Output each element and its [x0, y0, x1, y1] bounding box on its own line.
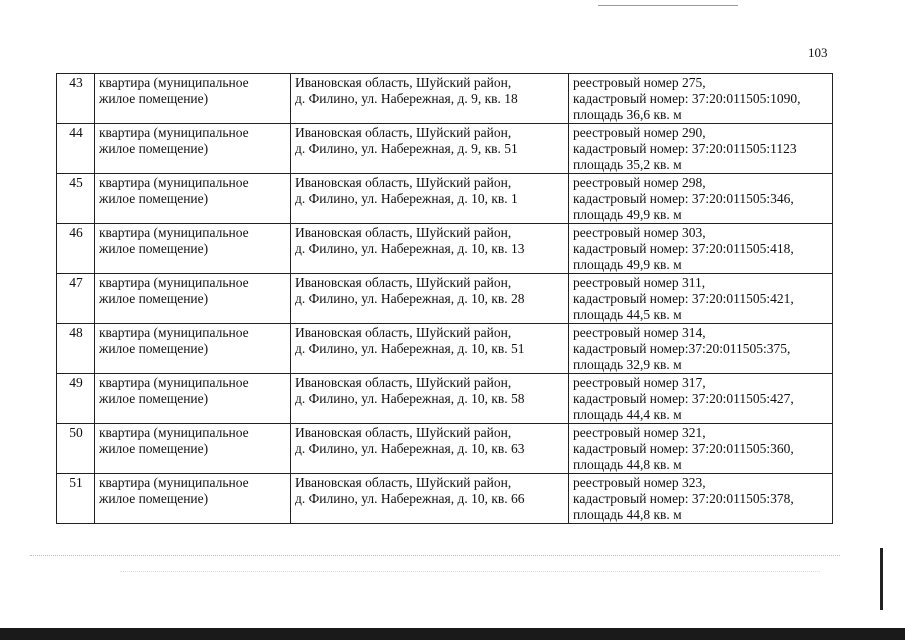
property-registry-info-line: кадастровый номер:37:20:011505:375,: [573, 341, 791, 356]
property-type-line: квартира (муниципальное: [99, 325, 249, 340]
property-registry-info-line: реестровый номер 317,: [573, 375, 706, 390]
property-type: [95, 74, 291, 124]
table-body: [57, 74, 833, 524]
property-address-line: д. Филино, ул. Набережная, д. 10, кв. 63: [295, 441, 525, 456]
property-address-line: Ивановская область, Шуйский район,: [295, 175, 512, 190]
property-registry-info-line: реестровый номер 303,: [573, 225, 706, 240]
property-registry-info-line: реестровый номер 290,: [573, 125, 706, 140]
property-registry-info-line: площадь 44,8 кв. м: [573, 457, 682, 472]
property-address-line: д. Филино, ул. Набережная, д. 10, кв. 1: [295, 191, 518, 206]
table-row: [57, 374, 833, 424]
property-type: [95, 424, 291, 474]
property-registry-info: [569, 374, 833, 424]
property-type-line: квартира (муниципальное: [99, 425, 249, 440]
property-registry-info-line: площадь 32,9 кв. м: [573, 357, 682, 372]
property-registry-info-line: кадастровый номер: 37:20:011505:418,: [573, 241, 794, 256]
property-address-line: Ивановская область, Шуйский район,: [295, 475, 512, 490]
row-number: 43: [57, 74, 95, 124]
property-type-line: квартира (муниципальное: [99, 375, 249, 390]
property-address-line: Ивановская область, Шуйский район,: [295, 275, 512, 290]
property-registry-info-line: реестровый номер 275,: [573, 75, 706, 90]
property-type-line: жилое помещение): [99, 291, 209, 306]
page-number: 103: [808, 45, 828, 60]
property-registry-info-line: кадастровый номер: 37:20:011505:346,: [573, 191, 794, 206]
property-address: [291, 424, 569, 474]
property-address-line: д. Филино, ул. Набережная, д. 10, кв. 66: [295, 491, 525, 506]
property-address: [291, 174, 569, 224]
property-address: [291, 274, 569, 324]
property-address-line: д. Филино, ул. Набережная, д. 10, кв. 28: [295, 291, 525, 306]
row-number: 44: [57, 124, 95, 174]
property-address: [291, 74, 569, 124]
property-address-line: Ивановская область, Шуйский район,: [295, 75, 512, 90]
property-registry-info-line: площадь 35,2 кв. м: [573, 157, 682, 172]
property-registry-info: [569, 124, 833, 174]
table-row: [57, 224, 833, 274]
scan-top-mark: [598, 5, 738, 6]
property-address: [291, 224, 569, 274]
row-number: 48: [57, 324, 95, 374]
property-type-line: жилое помещение): [99, 441, 209, 456]
property-registry-info-line: площадь 44,4 кв. м: [573, 407, 682, 422]
property-address: [291, 474, 569, 524]
property-registry-info: [569, 474, 833, 524]
property-registry-info-line: площадь 49,9 кв. м: [573, 207, 682, 222]
property-registry-info-line: реестровый номер 311,: [573, 275, 706, 290]
property-registry-info-line: площадь 44,5 кв. м: [573, 307, 682, 322]
property-address-line: Ивановская область, Шуйский район,: [295, 425, 512, 440]
property-registry-info: [569, 174, 833, 224]
property-type-line: жилое помещение): [99, 91, 209, 106]
property-registry-info-line: площадь 49,9 кв. м: [573, 257, 682, 272]
property-registry-info-line: кадастровый номер: 37:20:011505:1090,: [573, 91, 801, 106]
property-address-line: Ивановская область, Шуйский район,: [295, 375, 512, 390]
property-registry-info-line: кадастровый номер: 37:20:011505:360,: [573, 441, 794, 456]
scan-noise-line: [30, 555, 840, 556]
property-type-line: жилое помещение): [99, 341, 209, 356]
property-registry-info: [569, 274, 833, 324]
property-type-line: квартира (муниципальное: [99, 125, 249, 140]
property-type-line: жилое помещение): [99, 491, 209, 506]
property-address-line: д. Филино, ул. Набережная, д. 10, кв. 13: [295, 241, 525, 256]
property-address-line: д. Филино, ул. Набережная, д. 10, кв. 51: [295, 341, 525, 356]
property-address: [291, 324, 569, 374]
property-type: [95, 124, 291, 174]
property-type-line: жилое помещение): [99, 141, 209, 156]
property-type: [95, 224, 291, 274]
property-address-line: Ивановская область, Шуйский район,: [295, 325, 512, 340]
row-number: 47: [57, 274, 95, 324]
property-registry-info-line: реестровый номер 298,: [573, 175, 706, 190]
property-type-line: жилое помещение): [99, 391, 209, 406]
property-type: [95, 174, 291, 224]
property-type-line: квартира (муниципальное: [99, 475, 249, 490]
property-address-line: д. Филино, ул. Набережная, д. 9, кв. 51: [295, 141, 518, 156]
property-type: [95, 324, 291, 374]
property-registry-info-line: кадастровый номер: 37:20:011505:1123: [573, 141, 797, 156]
property-type-line: квартира (муниципальное: [99, 225, 249, 240]
property-address-line: д. Филино, ул. Набережная, д. 9, кв. 18: [295, 91, 518, 106]
property-type: [95, 274, 291, 324]
row-number: 50: [57, 424, 95, 474]
row-number: 51: [57, 474, 95, 524]
scan-bottom-edge: [0, 628, 905, 640]
property-type: [95, 474, 291, 524]
table-row: [57, 474, 833, 524]
property-registry-info: [569, 324, 833, 374]
property-address-line: Ивановская область, Шуйский район,: [295, 225, 512, 240]
property-registry-info: [569, 424, 833, 474]
property-type-line: квартира (муниципальное: [99, 75, 249, 90]
property-type: [95, 374, 291, 424]
property-registry-info: [569, 224, 833, 274]
table-row: [57, 124, 833, 174]
table-row: [57, 274, 833, 324]
property-type-line: квартира (муниципальное: [99, 275, 249, 290]
property-registry-info: [569, 74, 833, 124]
table-row: [57, 74, 833, 124]
row-number: 46: [57, 224, 95, 274]
property-registry-info-line: площадь 44,8 кв. м: [573, 507, 682, 522]
property-registry-info-line: кадастровый номер: 37:20:011505:378,: [573, 491, 794, 506]
property-address: [291, 124, 569, 174]
scan-noise-line-secondary: [120, 571, 820, 572]
row-number: 45: [57, 174, 95, 224]
scan-edge-mark: [880, 548, 883, 610]
row-number: 49: [57, 374, 95, 424]
property-type-line: жилое помещение): [99, 241, 209, 256]
table-row: [57, 324, 833, 374]
property-type-line: жилое помещение): [99, 191, 209, 206]
table-row: [57, 174, 833, 224]
property-registry-info-line: реестровый номер 321,: [573, 425, 706, 440]
property-address-line: д. Филино, ул. Набережная, д. 10, кв. 58: [295, 391, 525, 406]
property-registry-info-line: реестровый номер 314,: [573, 325, 706, 340]
property-registry-info-line: кадастровый номер: 37:20:011505:427,: [573, 391, 794, 406]
table-row: [57, 424, 833, 474]
property-registry-table: [56, 73, 833, 524]
property-type-line: квартира (муниципальное: [99, 175, 249, 190]
property-registry-info-line: кадастровый номер: 37:20:011505:421,: [573, 291, 794, 306]
property-address-line: Ивановская область, Шуйский район,: [295, 125, 512, 140]
property-address: [291, 374, 569, 424]
property-registry-info-line: площадь 36,6 кв. м: [573, 107, 682, 122]
property-registry-info-line: реестровый номер 323,: [573, 475, 706, 490]
